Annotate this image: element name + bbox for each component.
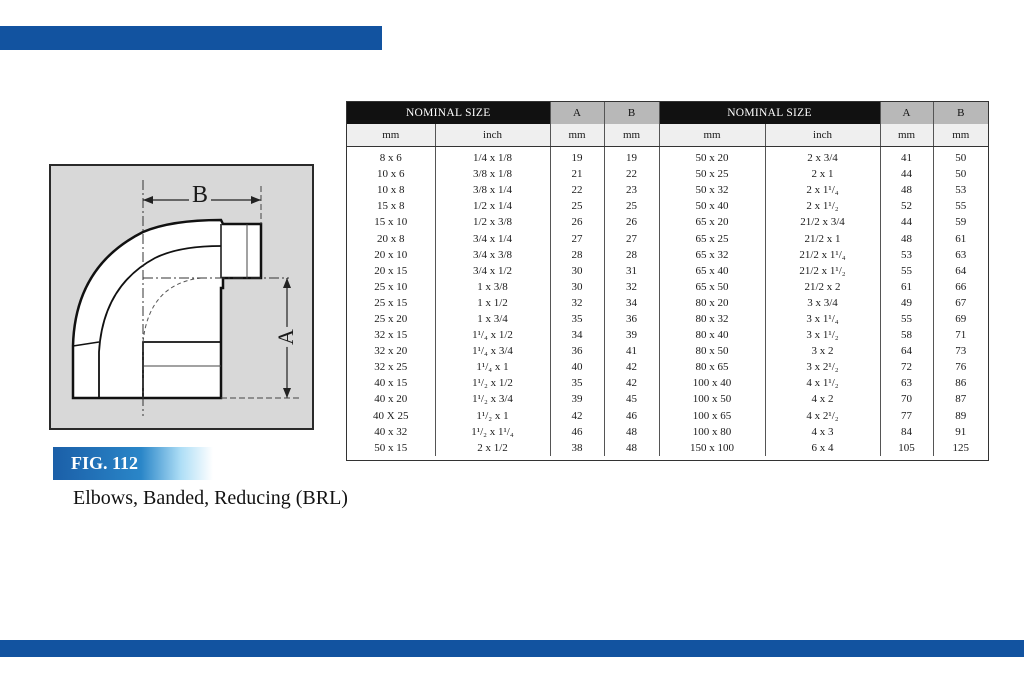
dim-a-cell: 30 bbox=[550, 263, 604, 279]
dim-b-cell: 50 bbox=[933, 166, 988, 182]
dim-a-cell: 36 bbox=[550, 343, 604, 359]
size-mm-cell: 65 x 32 bbox=[659, 247, 765, 263]
dim-b-cell: 66 bbox=[933, 279, 988, 295]
size-mm-cell: 65 x 50 bbox=[659, 279, 765, 295]
dim-a-cell: 48 bbox=[880, 230, 933, 246]
table-row bbox=[347, 424, 988, 440]
dim-a-cell: 25 bbox=[550, 198, 604, 214]
figure-caption: Elbows, Banded, Reducing (BRL) bbox=[73, 487, 348, 509]
dim-a-cell: 35 bbox=[550, 311, 604, 327]
table-row bbox=[347, 327, 988, 343]
table-row bbox=[347, 230, 988, 246]
col-a-header: A bbox=[550, 102, 604, 124]
size-inch-cell: 3 x 1¹/₂ bbox=[765, 327, 880, 343]
dim-b-cell: 36 bbox=[604, 311, 659, 327]
size-inch-cell: 3/8 x 1/8 bbox=[435, 166, 550, 182]
size-mm-cell: 20 x 15 bbox=[374, 264, 408, 277]
size-mm-cell: 32 x 20 bbox=[374, 345, 408, 358]
size-mm-cell: 50 x 40 bbox=[659, 198, 765, 214]
size-mm-cell: 65 x 20 bbox=[659, 214, 765, 230]
figure-label-banner bbox=[53, 447, 213, 480]
size-inch-cell: 1/4 x 1/8 bbox=[435, 147, 550, 167]
size-inch-cell: 1 x 3/8 bbox=[435, 279, 550, 295]
dim-b-cell: 41 bbox=[604, 343, 659, 359]
dim-b-cell: 87 bbox=[933, 391, 988, 407]
dim-a-cell: 53 bbox=[880, 247, 933, 263]
size-mm-cell: 65 x 25 bbox=[659, 230, 765, 246]
dim-a-cell: 70 bbox=[880, 391, 933, 407]
size-inch-cell: 3 x 3/4 bbox=[765, 295, 880, 311]
dim-b-cell: 45 bbox=[604, 391, 659, 407]
dim-b-cell: 27 bbox=[604, 230, 659, 246]
table-row bbox=[347, 391, 988, 407]
dimensions-table bbox=[346, 101, 989, 461]
dim-a-cell: 72 bbox=[880, 359, 933, 375]
size-mm-cell: 10 x 6 bbox=[377, 168, 405, 181]
table-row bbox=[347, 198, 988, 214]
size-mm-cell: 150 x 100 bbox=[659, 440, 765, 456]
table-row bbox=[347, 311, 988, 327]
dimension-a-label: A bbox=[272, 329, 298, 345]
dim-a-cell: 64 bbox=[880, 343, 933, 359]
size-mm-cell: 40 X 25 bbox=[373, 409, 409, 422]
size-mm-cell: 20 x 10 bbox=[374, 248, 408, 261]
size-mm-cell: 80 x 65 bbox=[659, 359, 765, 375]
size-mm-cell: 50 x 15 bbox=[374, 441, 408, 454]
size-inch-cell: 3/4 x 3/8 bbox=[435, 247, 550, 263]
size-mm-cell: 15 x 8 bbox=[377, 200, 405, 213]
dim-b-cell: 67 bbox=[933, 295, 988, 311]
size-inch-cell: 1¹/₄ x 1 bbox=[435, 359, 550, 375]
dim-a-cell: 21 bbox=[550, 166, 604, 182]
elbow-diagram bbox=[51, 166, 312, 428]
dim-b-cell: 31 bbox=[604, 263, 659, 279]
size-mm-cell: 32 x 25 bbox=[374, 361, 408, 374]
table-row bbox=[347, 440, 988, 456]
dim-a-cell: 84 bbox=[880, 424, 933, 440]
table-row bbox=[347, 279, 988, 295]
table-row bbox=[347, 375, 988, 391]
dim-b-cell: 59 bbox=[933, 214, 988, 230]
size-inch-cell: 1¹/₂ x 3/4 bbox=[435, 391, 550, 407]
size-inch-cell: 2 x 1¹/₂ bbox=[765, 198, 880, 214]
size-inch-cell: 3/4 x 1/4 bbox=[435, 230, 550, 246]
size-inch-cell: 1¹/₂ x 1¹/₄ bbox=[435, 424, 550, 440]
dim-a-cell: 38 bbox=[550, 440, 604, 456]
dim-a-cell: 41 bbox=[880, 147, 933, 167]
top-accent-bar bbox=[0, 26, 382, 50]
size-mm-cell: 8 x 6 bbox=[379, 152, 402, 165]
nominal-size-header: NOMINAL SIZE bbox=[347, 102, 550, 124]
size-mm-cell: 40 x 20 bbox=[374, 393, 408, 406]
table-row bbox=[347, 295, 988, 311]
dim-a-cell: 26 bbox=[550, 214, 604, 230]
dim-b-cell: 46 bbox=[604, 408, 659, 424]
size-mm-cell: 80 x 40 bbox=[659, 327, 765, 343]
dim-a-cell: 46 bbox=[550, 424, 604, 440]
dim-b-cell: 48 bbox=[604, 440, 659, 456]
col-b-header: B bbox=[604, 102, 659, 124]
size-mm-cell: 15 x 10 bbox=[374, 216, 408, 229]
table-row bbox=[347, 247, 988, 263]
size-mm-cell: 65 x 40 bbox=[659, 263, 765, 279]
dim-b-cell: 125 bbox=[933, 440, 988, 456]
size-inch-cell: 2 x 1 bbox=[765, 166, 880, 182]
size-mm-cell: 40 x 32 bbox=[374, 425, 408, 438]
col-a-header: A bbox=[880, 102, 933, 124]
dim-a-cell: 42 bbox=[550, 408, 604, 424]
size-mm-cell: 50 x 20 bbox=[659, 147, 765, 167]
size-mm-cell: 40 x 15 bbox=[374, 377, 408, 390]
dim-a-cell: 40 bbox=[550, 359, 604, 375]
size-inch-cell: 21/2 x 3/4 bbox=[765, 214, 880, 230]
dim-b-cell: 32 bbox=[604, 279, 659, 295]
size-inch-cell: 3/8 x 1/4 bbox=[435, 182, 550, 198]
size-inch-cell: 4 x 1¹/₂ bbox=[765, 375, 880, 391]
size-inch-cell: 4 x 2¹/₂ bbox=[765, 408, 880, 424]
dim-a-cell: 44 bbox=[880, 214, 933, 230]
size-inch-cell: 21/2 x 1¹/₂ bbox=[765, 263, 880, 279]
dim-b-cell: 69 bbox=[933, 311, 988, 327]
unit-mm: mm bbox=[659, 124, 765, 147]
size-mm-cell: 100 x 80 bbox=[659, 424, 765, 440]
figure-number: FIG. 112 bbox=[71, 453, 139, 473]
unit-mm: mm bbox=[880, 124, 933, 147]
table-units-row bbox=[347, 124, 988, 147]
size-mm-cell: 10 x 8 bbox=[377, 184, 405, 197]
size-inch-cell: 4 x 2 bbox=[765, 391, 880, 407]
dim-a-cell: 35 bbox=[550, 375, 604, 391]
dim-a-cell: 63 bbox=[880, 375, 933, 391]
nominal-size-header: NOMINAL SIZE bbox=[659, 102, 880, 124]
size-inch-cell: 21/2 x 1 bbox=[765, 230, 880, 246]
dim-b-cell: 39 bbox=[604, 327, 659, 343]
dim-b-cell: 42 bbox=[604, 375, 659, 391]
table-row bbox=[347, 147, 988, 167]
table-row bbox=[347, 359, 988, 375]
table-header-row bbox=[347, 102, 988, 124]
dim-b-cell: 64 bbox=[933, 263, 988, 279]
dim-a-cell: 30 bbox=[550, 279, 604, 295]
size-inch-cell: 1 x 3/4 bbox=[435, 311, 550, 327]
table-row bbox=[347, 408, 988, 424]
unit-inch: inch bbox=[765, 124, 880, 147]
unit-mm: mm bbox=[604, 124, 659, 147]
dim-a-cell: 61 bbox=[880, 279, 933, 295]
dim-b-cell: 53 bbox=[933, 182, 988, 198]
size-mm-cell: 32 x 15 bbox=[374, 329, 408, 342]
dim-b-cell: 25 bbox=[604, 198, 659, 214]
size-inch-cell: 3 x 2¹/₂ bbox=[765, 359, 880, 375]
dim-b-cell: 73 bbox=[933, 343, 988, 359]
dim-b-cell: 19 bbox=[604, 147, 659, 167]
dim-a-cell: 52 bbox=[880, 198, 933, 214]
dim-a-cell: 48 bbox=[880, 182, 933, 198]
size-inch-cell: 21/2 x 1¹/₄ bbox=[765, 247, 880, 263]
unit-mm: mm bbox=[347, 124, 435, 147]
dim-b-cell: 34 bbox=[604, 295, 659, 311]
size-inch-cell: 2 x 1/2 bbox=[435, 440, 550, 456]
size-mm-cell: 100 x 50 bbox=[659, 391, 765, 407]
dim-b-cell: 28 bbox=[604, 247, 659, 263]
size-mm-cell: 25 x 10 bbox=[374, 280, 408, 293]
dim-a-cell: 58 bbox=[880, 327, 933, 343]
dim-b-cell: 86 bbox=[933, 375, 988, 391]
dim-a-cell: 77 bbox=[880, 408, 933, 424]
size-inch-cell: 1/2 x 3/8 bbox=[435, 214, 550, 230]
dim-a-cell: 28 bbox=[550, 247, 604, 263]
dim-b-cell: 89 bbox=[933, 408, 988, 424]
dim-b-cell: 55 bbox=[933, 198, 988, 214]
size-mm-cell: 25 x 15 bbox=[374, 296, 408, 309]
dim-b-cell: 48 bbox=[604, 424, 659, 440]
dim-a-cell: 44 bbox=[880, 166, 933, 182]
dim-a-cell: 49 bbox=[880, 295, 933, 311]
size-mm-cell: 50 x 32 bbox=[659, 182, 765, 198]
size-inch-cell: 21/2 x 2 bbox=[765, 279, 880, 295]
size-inch-cell: 1¹/₂ x 1 bbox=[435, 408, 550, 424]
dim-b-cell: 91 bbox=[933, 424, 988, 440]
dim-a-cell: 55 bbox=[880, 263, 933, 279]
table-row bbox=[347, 214, 988, 230]
size-inch-cell: 3/4 x 1/2 bbox=[435, 263, 550, 279]
dim-a-cell: 32 bbox=[550, 295, 604, 311]
table-row bbox=[347, 263, 988, 279]
table-row bbox=[347, 343, 988, 359]
size-inch-cell: 3 x 1¹/₄ bbox=[765, 311, 880, 327]
table-row bbox=[347, 182, 988, 198]
elbow-drawing bbox=[49, 164, 314, 430]
bottom-accent-bar bbox=[0, 640, 1024, 657]
dim-a-cell: 19 bbox=[550, 147, 604, 167]
size-inch-cell: 2 x 1¹/₄ bbox=[765, 182, 880, 198]
size-mm-cell: 50 x 25 bbox=[659, 166, 765, 182]
dim-b-cell: 50 bbox=[933, 147, 988, 167]
dim-a-cell: 22 bbox=[550, 182, 604, 198]
table-row bbox=[347, 166, 988, 182]
dim-a-cell: 27 bbox=[550, 230, 604, 246]
size-inch-cell: 1¹/₄ x 1/2 bbox=[435, 327, 550, 343]
dim-b-cell: 76 bbox=[933, 359, 988, 375]
dim-b-cell: 26 bbox=[604, 214, 659, 230]
size-mm-cell: 25 x 20 bbox=[374, 312, 408, 325]
size-inch-cell: 2 x 3/4 bbox=[765, 147, 880, 167]
size-mm-cell: 100 x 65 bbox=[659, 408, 765, 424]
dim-a-cell: 39 bbox=[550, 391, 604, 407]
size-mm-cell: 80 x 50 bbox=[659, 343, 765, 359]
unit-inch: inch bbox=[435, 124, 550, 147]
dim-a-cell: 105 bbox=[880, 440, 933, 456]
unit-mm: mm bbox=[550, 124, 604, 147]
dim-b-cell: 71 bbox=[933, 327, 988, 343]
size-inch-cell: 6 x 4 bbox=[765, 440, 880, 456]
unit-mm: mm bbox=[933, 124, 988, 147]
size-inch-cell: 4 x 3 bbox=[765, 424, 880, 440]
dim-b-cell: 22 bbox=[604, 166, 659, 182]
size-mm-cell: 80 x 20 bbox=[659, 295, 765, 311]
size-inch-cell: 1/2 x 1/4 bbox=[435, 198, 550, 214]
dim-b-cell: 23 bbox=[604, 182, 659, 198]
size-mm-cell: 100 x 40 bbox=[659, 375, 765, 391]
dimension-b-label: B bbox=[189, 182, 211, 208]
dim-a-cell: 55 bbox=[880, 311, 933, 327]
col-b-header: B bbox=[933, 102, 988, 124]
dim-b-cell: 61 bbox=[933, 230, 988, 246]
size-inch-cell: 1 x 1/2 bbox=[435, 295, 550, 311]
dim-b-cell: 42 bbox=[604, 359, 659, 375]
size-inch-cell: 3 x 2 bbox=[765, 343, 880, 359]
size-mm-cell: 20 x 8 bbox=[377, 232, 405, 245]
dim-b-cell: 63 bbox=[933, 247, 988, 263]
dim-a-cell: 34 bbox=[550, 327, 604, 343]
size-inch-cell: 1¹/₄ x 3/4 bbox=[435, 343, 550, 359]
size-mm-cell: 80 x 32 bbox=[659, 311, 765, 327]
size-inch-cell: 1¹/₂ x 1/2 bbox=[435, 375, 550, 391]
